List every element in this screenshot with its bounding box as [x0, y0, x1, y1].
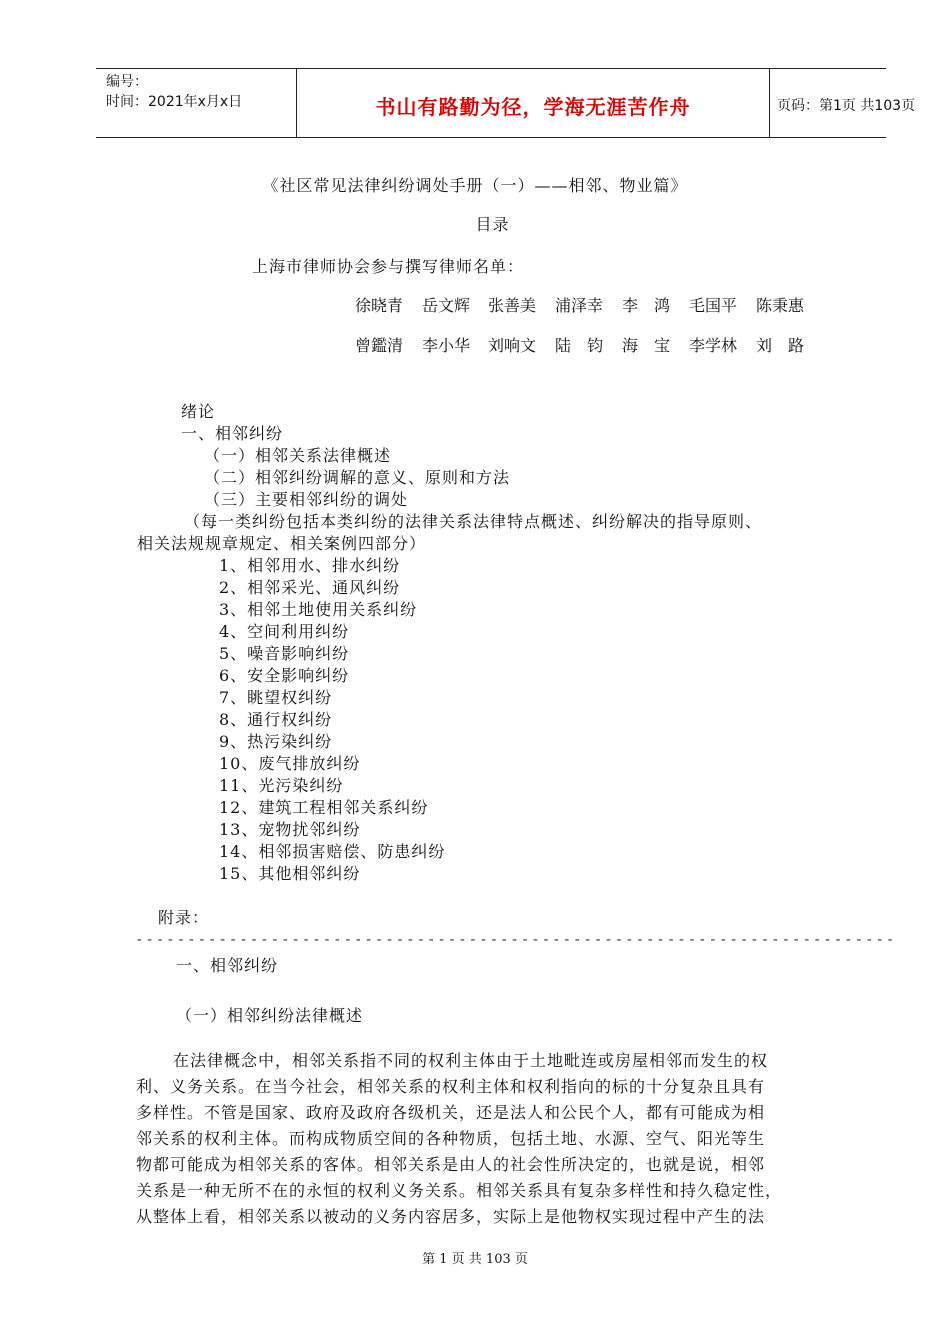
paragraph-line: 利、义务关系。在当今社会，相邻关系的权利主体和权利指向的标的十分复杂且具有: [136, 1077, 766, 1096]
toc-item: 8、通行权纠纷: [219, 710, 333, 729]
toc-item: 2、相邻采光、通风纠纷: [219, 578, 401, 597]
lawyer-name: 毛国平: [689, 296, 738, 315]
toc-sub-3: （三）主要相邻纠纷的调处: [204, 490, 409, 509]
lawyer-name: 浦泽幸: [555, 296, 604, 315]
header-motto-cell: [296, 69, 770, 137]
toc-item: 6、安全影响纠纷: [219, 666, 350, 685]
toc-item: 15、其他相邻纠纷: [219, 864, 361, 883]
header-meta-cell: [96, 69, 296, 137]
toc-item: 4、空间利用纠纷: [219, 622, 350, 641]
page-info: 页码：第1页 共103页: [777, 98, 916, 114]
paragraph-line: 关系是一种无所不在的永恒的权利义务关系。相邻关系具有复杂多样性和持久稳定性，: [136, 1181, 783, 1200]
body-paragraph: [136, 1048, 866, 1230]
paragraph-line: 邻关系的权利主体。而构成物质空间的各种物质，包括土地、水源、空气、阳光等生: [136, 1129, 766, 1148]
lawyer-name: 陈秉惠: [756, 296, 805, 315]
lawyers-heading: 上海市律师协会参与撰写律师名单：: [252, 257, 525, 276]
lawyer-name: 张善美: [488, 296, 537, 315]
paragraph-line: 多样性。不管是国家、政府及政府各级机关，还是法人和公民个人，都有可能成为相: [136, 1103, 766, 1122]
paragraph-line: 物都可能成为相邻关系的客体。相邻关系是由人的社会性所决定的，也就是说，相邻: [136, 1155, 766, 1174]
toc-note-line-1: （每一类纠纷包括本类纠纷的法律关系法律特点概述、纠纷解决的指导原则、: [184, 512, 763, 531]
page-footer: 第 1 页 共 103 页: [422, 1252, 528, 1267]
paragraph-line: 在法律概念中，相邻关系指不同的权利主体由于土地毗连或房屋相邻而发生的权: [173, 1051, 769, 1070]
toc-item: 5、噪音影响纠纷: [219, 644, 350, 663]
toc-sub-2: （二）相邻纠纷调解的意义、原则和方法: [204, 468, 511, 487]
toc-appendix: 附录：: [158, 908, 210, 927]
toc-item: 12、建筑工程相邻关系纠纷: [219, 798, 429, 817]
lawyer-name: 海 宝: [622, 336, 671, 355]
doc-number-label: 编号：: [106, 74, 148, 90]
doc-date-label: 时间：2021年x月x日: [106, 94, 243, 110]
motto: 书山有路勤为径，学海无涯苦作舟: [375, 95, 691, 119]
lawyer-name: 刘 路: [756, 336, 805, 355]
toc-item: 7、眺望权纠纷: [219, 688, 333, 707]
dashed-divider: -------------------------------------------------------------------------: [135, 932, 897, 948]
toc-item: 14、相邻损害赔偿、防患纠纷: [219, 842, 446, 861]
lawyer-name: 刘响文: [488, 336, 537, 355]
header-page-cell: [769, 69, 916, 137]
toc-intro: 绪论: [181, 402, 216, 421]
toc-item: 9、热污染纠纷: [219, 732, 333, 751]
toc-item: 11、光污染纠纷: [219, 776, 344, 795]
section-heading: 一、相邻纠纷: [176, 956, 279, 975]
toc-heading: 目录: [475, 215, 510, 234]
toc-part-1: 一、相邻纠纷: [181, 424, 284, 443]
lawyer-name: 曾鑑清: [355, 336, 404, 355]
subsection-heading: （一）相邻纠纷法律概述: [176, 1006, 364, 1025]
lawyer-names-row-2: [0, 333, 950, 353]
toc-item: 1、相邻用水、排水纠纷: [219, 556, 401, 575]
paragraph-line: 从整体上看，相邻关系以被动的义务内容居多，实际上是他物权实现过程中产生的法: [136, 1207, 766, 1226]
toc-item: 10、废气排放纠纷: [219, 754, 361, 773]
lawyer-name: 徐晓青: [355, 296, 404, 315]
lawyer-name: 李小华: [422, 336, 471, 355]
toc-note-line-2: 相关法规规章规定、相关案例四部分）: [137, 534, 427, 553]
lawyer-name: 李学林: [689, 336, 738, 355]
lawyer-name: 岳文辉: [422, 296, 471, 315]
lawyer-name: 陆 钧: [555, 336, 604, 355]
document-title: 《社区常见法律纠纷调处手册（一）——相邻、物业篇》: [262, 176, 688, 195]
lawyer-names-row-1: [0, 293, 950, 313]
lawyer-name: 李 鸿: [622, 296, 671, 315]
toc-item: 3、相邻土地使用关系纠纷: [219, 600, 418, 619]
toc-item: 13、宠物扰邻纠纷: [219, 820, 361, 839]
header-table: [96, 68, 916, 138]
toc-sub-1: （一）相邻关系法律概述: [204, 446, 392, 465]
